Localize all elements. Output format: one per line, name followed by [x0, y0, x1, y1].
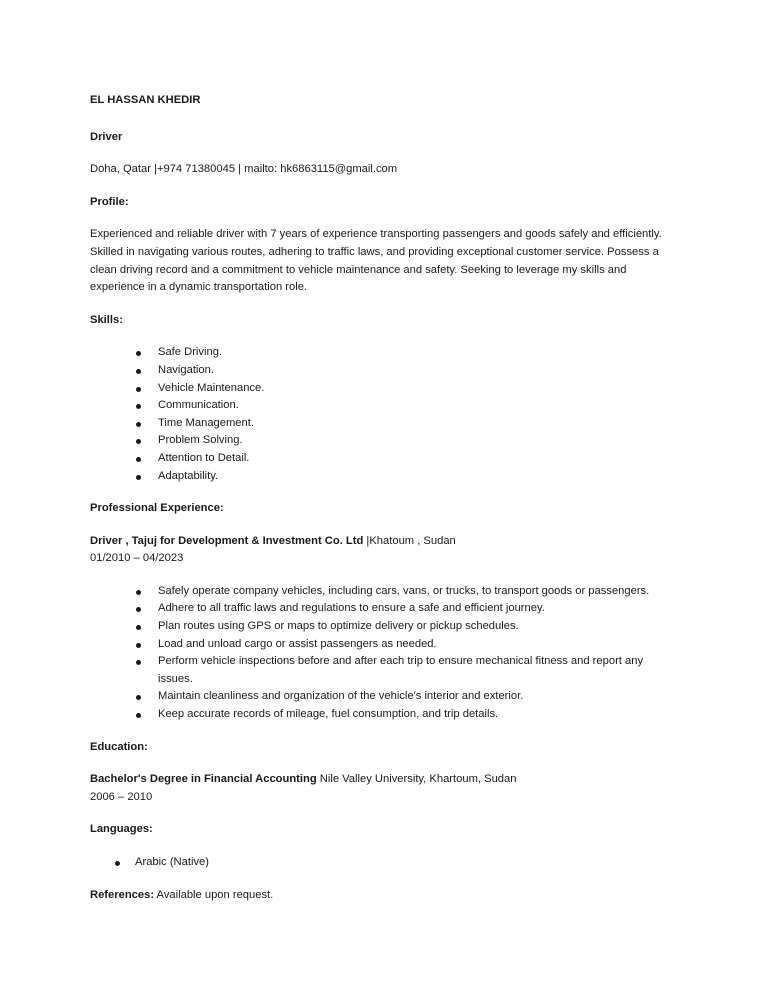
education-heading: Education:: [90, 740, 148, 753]
profile-heading: Profile:: [90, 195, 129, 208]
skill-item: Attention to Detail.: [90, 450, 670, 468]
skill-item: Time Management.: [90, 415, 670, 433]
degree: Bachelor's Degree in Financial Accounting: [90, 773, 317, 786]
experience-item: Adhere to all traffic laws and regulations to ensure a safe and efficient journey.: [90, 600, 670, 618]
experience-item: Perform vehicle inspections before and after each trip to ensure mechanical fitness and report any issues.: [90, 653, 670, 688]
job-title: Driver: [90, 130, 123, 143]
skill-item: Problem Solving.: [90, 432, 670, 450]
experience-item: Load and unload cargo or assist passengers as needed.: [90, 636, 670, 654]
job-location: |Khatoum , Sudan: [363, 534, 456, 547]
languages-list: [90, 854, 670, 872]
references-text: Available upon request.: [154, 888, 274, 901]
skill-item: Communication.: [90, 397, 670, 415]
references-label: References:: [90, 888, 155, 901]
references-line: [90, 887, 670, 905]
skill-item: Safe Driving.: [90, 344, 670, 362]
job-dates: 01/2010 – 04/2023: [90, 552, 184, 565]
languages-heading: Languages:: [90, 823, 153, 836]
experience-item: Keep accurate records of mileage, fuel consumption, and trip details.: [90, 706, 670, 724]
job-role: Driver , Tajuj for Development & Investment Co. Ltd: [90, 534, 364, 547]
contact-line: Doha, Qatar |+974 71380045 | mailto: hk6863115@gmail.com: [90, 163, 398, 176]
school: Nile Valley University, Khartoum, Sudan: [316, 773, 517, 786]
experience-item: Safely operate company vehicles, including cars, vans, or trucks, to transport goods or passengers.: [90, 583, 670, 601]
experience-item: Plan routes using GPS or maps to optimize delivery or pickup schedules.: [90, 618, 670, 636]
education-line: [90, 771, 670, 789]
skills-heading: Skills:: [90, 313, 123, 326]
education-dates: 2006 – 2010: [90, 790, 153, 803]
skills-list: [90, 344, 670, 485]
skill-item: Navigation.: [90, 362, 670, 380]
experience-list: [90, 583, 670, 724]
experience-heading: Professional Experience:: [90, 502, 224, 515]
skill-item: Vehicle Maintenance.: [90, 380, 670, 398]
profile-text: Experienced and reliable driver with 7 years of experience transporting passengers and goods safely and efficiently. Skilled in navigating various routes, adhering to traffic laws, and providing exceptional customer service. Possess a clean driving record and a commitment to vehicle maintenance and safety. Seeking to leverage my skills and experience in a dynamic transportation role.: [90, 228, 662, 294]
skill-item: Adaptability.: [90, 468, 670, 486]
candidate-name: EL HASSAN KHEDIR: [90, 94, 201, 106]
resume-page: [90, 92, 670, 904]
experience-item: Maintain cleanliness and organization of the vehicle's interior and exterior.: [90, 688, 670, 706]
job-line: [90, 533, 670, 551]
language-item: Arabic (Native): [90, 854, 670, 872]
